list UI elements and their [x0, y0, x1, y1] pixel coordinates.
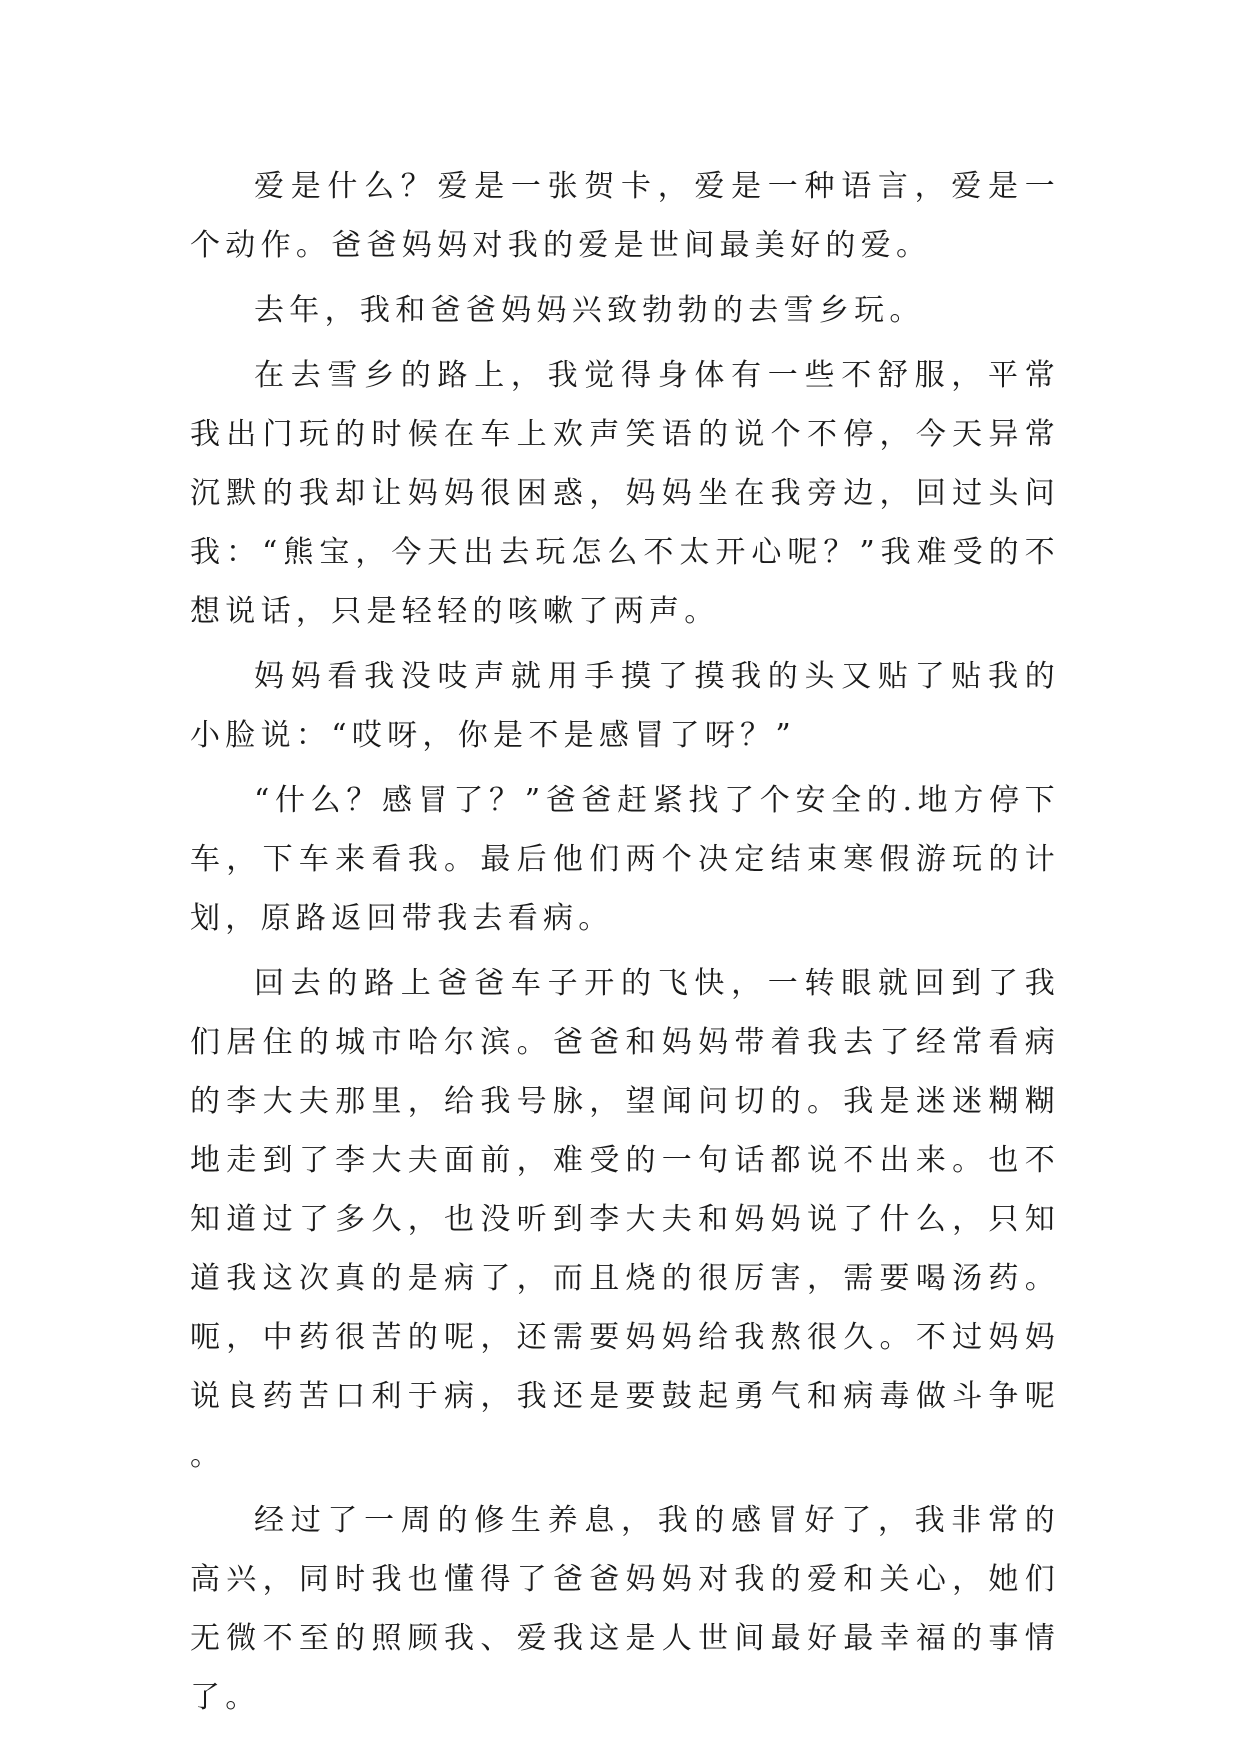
paragraph-6: 回去的路上爸爸车子开的飞快，一转眼就回到了我们居住的城市哈尔滨。爸爸和妈妈带着我去了经常看病的李大夫那里，给我号脉，望闻问切的。我是迷迷糊糊地走到了李大夫面前，难受的一句话都说不出来。也不知道过了多久，也没听到李大夫和妈妈说了什么，只知道我这次真的是病了，而且烧的很厉害，需要喝汤药。呃，中药很苦的呢，还需要妈妈给我熬很久。不过妈妈说良药苦口利于病，我还是要鼓起勇气和病毒做斗争呢。	[190, 966, 1060, 1473]
paragraph-4: 妈妈看我没吱声就用手摸了摸我的头又贴了贴我的小脸说：“哎呀，你是不是感冒了呀？”	[190, 659, 1060, 753]
document-body	[190, 157, 1060, 1727]
paragraph-1: 爱是什么？爱是一张贺卡，爱是一种语言，爱是一个动作。爸爸妈妈对我的爱是世间最美好的爱。	[190, 169, 1060, 263]
paragraph-2: 去年，我和爸爸妈妈兴致勃勃的去雪乡玩。	[254, 293, 925, 328]
paragraph-5: “什么？感冒了？”爸爸赶紧找了个安全的.地方停下车，下车来看我。最后他们两个决定结束寒假游玩的计划，原路返回带我去看病。	[190, 783, 1060, 936]
paragraph-7: 经过了一周的修生养息，我的感冒好了，我非常的高兴，同时我也懂得了爸爸妈妈对我的爱和关心，她们无微不至的照顾我、爱我这是人世间最好最幸福的事情了。	[190, 1503, 1060, 1715]
paragraph-3: 在去雪乡的路上，我觉得身体有一些不舒服，平常我出门玩的时候在车上欢声笑语的说个不停，今天异常沉默的我却让妈妈很困惑，妈妈坐在我旁边，回过头问我：“熊宝，今天出去玩怎么不太开心呢？”我难受的不想说话，只是轻轻的咳嗽了两声。	[190, 358, 1060, 629]
